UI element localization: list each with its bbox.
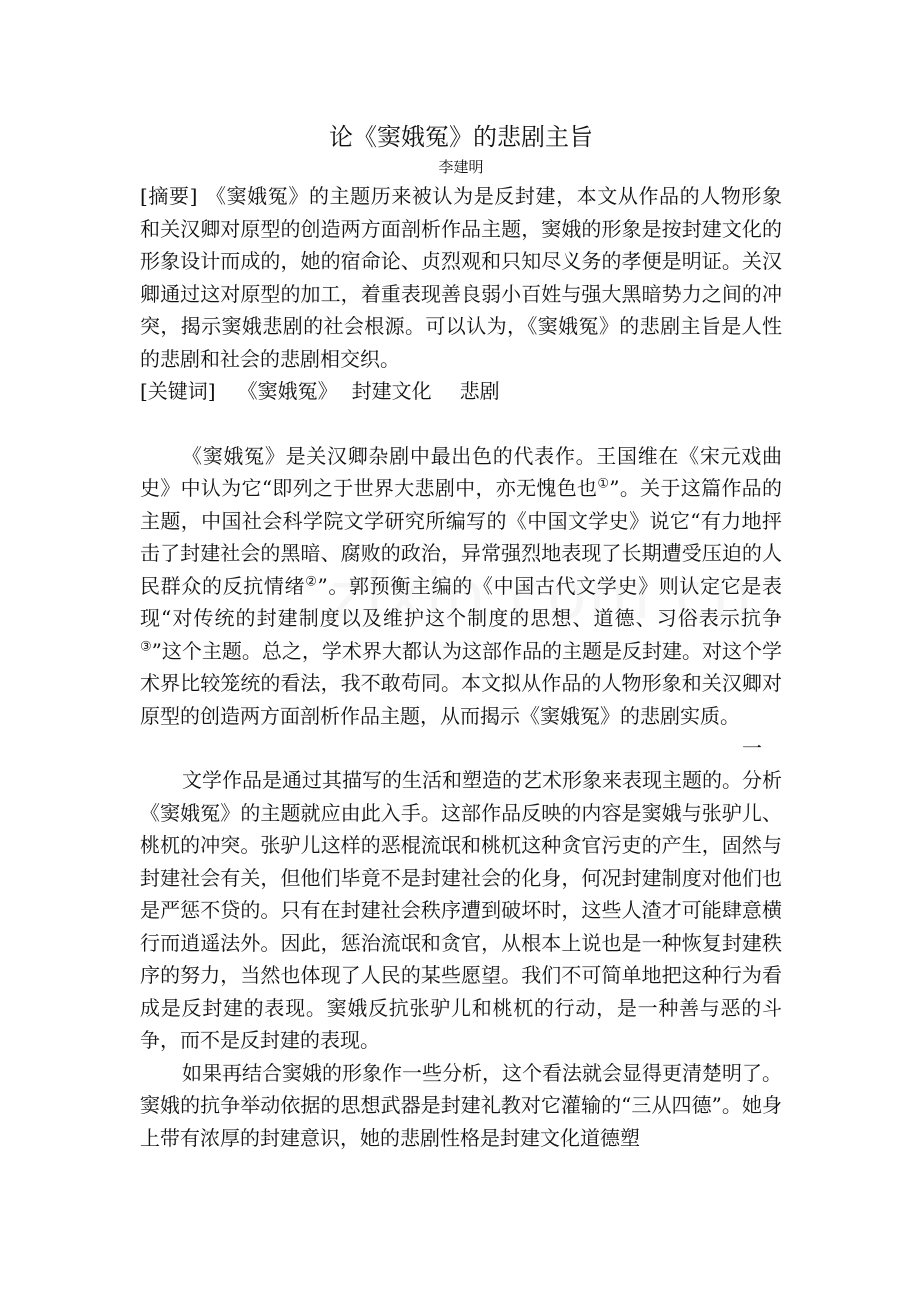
intro-text-1: 《窦娥冤》是关汉卿杂剧中最出色的代表作。王国维在《宋元戏曲史》中认为它“即列之于世界大悲剧中，亦无愧色也	[140, 443, 782, 500]
footnote-marker[interactable]: ②	[305, 573, 318, 589]
footnote-marker[interactable]: ③	[140, 638, 152, 654]
intro-paragraph	[140, 440, 782, 733]
keywords-label: [关键词]	[140, 379, 216, 403]
intro-text-3: ”。郭预衡主编的《中国古代文学史》则认定它是表现“对传统的封建制度以及维护这个制度的思想、道德、习俗表示抗争	[140, 573, 783, 630]
keyword-item: 封建文化	[351, 379, 432, 403]
intro-text-2: ”。关于这篇作品的主题，中国社会科学院文学研究所编写的《中国文学史》说它“有力地抨击了封建社会的黑暗、腐败的政治，异常强烈地表现了长期遭受压迫的人民群众的反抗情绪	[140, 476, 782, 598]
article-body	[140, 118, 782, 1154]
abstract-text: 《窦娥冤》的主题历来被认为是反封建，本文从作品的人物形象和关汉卿对原型的创造两方面剖析作品主题，窦娥的形象是按封建文化的形象设计而成的，她的宿命论、贞烈观和只知尽义务的孝便是明证。关汉卿通过这对原型的加工，着重表现善良弱小百姓与强大黑暗势力之间的冲突，揭示窦娥悲剧的社会根源。可以认为，《窦娥冤》的悲剧主旨是人性的悲剧和社会的悲剧相交织。	[140, 184, 783, 371]
abstract-label: [摘要]	[140, 184, 198, 208]
footnote-marker[interactable]: ①	[597, 476, 610, 492]
keyword-item: 《窦娥冤》	[237, 379, 338, 403]
body-paragraph: 如果再结合窦娥的形象作一些分析，这个看法就会显得更清楚明了。窦娥的抗争举动依据的思想武器是封建礼教对它灌输的“三从四德”。她身上带有浓厚的封建意识，她的悲剧性格是封建文化道德塑	[140, 1060, 782, 1150]
article-title: 论《窦娥冤》的悲剧主旨	[329, 123, 593, 151]
body-paragraph: 文学作品是通过其描写的生活和塑造的艺术形象来表现主题的。分析《窦娥冤》的主题就应由此入手。这部作品反映的内容是窦娥与张驴儿、桃杌的冲突。张驴儿这样的恶棍流氓和桃杌这种贪官污吏的产生，固然与封建社会有关，但他们毕竟不是封建社会的化身，何况封建制度对他们也是严惩不贷的。只有在封建社会秩序遭到破坏时，这些人渣才可能肆意横行而逍遥法外。因此，惩治流氓和贪官，从根本上说也是一种恢复封建秩序的努力，当然也体现了人民的某些愿望。我们不可简单地把这种行为看成是反封建的表现。窦娥反抗张驴儿和桃杌的行动，是一种善与恶的斗争，而不是反封建的表现。	[140, 768, 782, 1052]
intro-text-4: ”这个主题。总之，学术界大都认为这部作品的主题是反封建。对这个学术界比较笼统的看法，我不敢苟同。本文拟从作品的人物形象和关汉卿对原型的创造两方面剖析作品主题，从而揭示《窦娥冤》的悲剧实质。	[140, 638, 783, 728]
blank-line	[140, 408, 782, 440]
author-name: 李建明	[438, 158, 484, 176]
keyword-item: 悲剧	[459, 379, 500, 403]
abstract	[140, 180, 782, 375]
section-number: 一	[742, 736, 762, 760]
keywords	[140, 375, 782, 408]
